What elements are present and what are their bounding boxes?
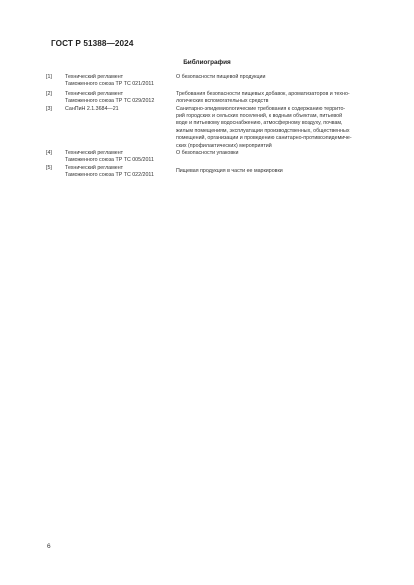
entry-description-line: Санитарно-эпидемиологические требования к содержанию террито- — [176, 105, 346, 112]
entry-source-line: Технический регламент — [65, 164, 124, 171]
entry-number: [5] — [46, 164, 52, 171]
entry-source-line: Технический регламент — [65, 74, 124, 80]
bibliography-title: Библиография — [183, 59, 231, 66]
entry-description-line: логических вспомогательных средств — [176, 98, 269, 105]
entry-number: [1] — [46, 74, 52, 80]
entry-source-line: Таможенного союза ТР ТС 021/2011 — [65, 81, 154, 88]
entry-source-line: СанПиН 2.1.3684—21 — [65, 105, 119, 112]
entry-description-line: рий городских и сельских поселений, к водным объектам, питьевой — [176, 113, 343, 120]
entry-source-line: Технический регламент — [65, 90, 124, 97]
entry-number: [2] — [46, 90, 52, 97]
entry-number: [3] — [46, 105, 52, 112]
page-number: 6 — [47, 543, 51, 550]
entry-description — [176, 74, 374, 81]
entry-description — [176, 150, 374, 157]
entry-description-line: жилым помещениям, эксплуатации производственных, общественных — [176, 127, 350, 134]
entry-source — [65, 74, 176, 89]
entry-source-line: Таможенного союза ТР ТС 022/2011 — [65, 172, 154, 179]
entry-description-line: Требования безопасности пищевых добавок, ароматизаторов и техно- — [176, 90, 350, 97]
entry-description — [176, 106, 374, 150]
entry-source — [65, 91, 176, 106]
entry-source — [65, 106, 176, 113]
document-header: ГОСТ Р 51388—2024 — [51, 39, 134, 48]
entry-description-line: Пищевая продукция в части ее маркировки — [176, 167, 283, 174]
bibliography-entry — [46, 91, 376, 106]
bibliography-entry — [46, 106, 376, 150]
entry-description — [176, 165, 374, 175]
entry-description — [176, 91, 374, 106]
entry-source-line: Технический регламент — [65, 150, 124, 157]
entry-source — [65, 165, 176, 180]
entry-source-line: Таможенного союза ТР ТС 005/2011 — [65, 157, 154, 164]
bibliography-entry — [46, 74, 376, 89]
entry-source-line: Таможенного союза ТР ТС 029/2012 — [65, 98, 155, 105]
entry-description-line: воде и питьевому водоснабжению, атмосферному воздуху, почвам, — [176, 120, 343, 127]
entry-description-line: помещений, организации и проведению санитарно-противоэпидемиче- — [176, 135, 352, 142]
bibliography-list — [46, 74, 376, 180]
bibliography-entry — [46, 165, 376, 180]
entry-source — [65, 150, 176, 165]
entry-description-line: О безопасности упаковки — [176, 150, 239, 157]
entry-number: [4] — [46, 150, 52, 157]
entry-description-line: О безопасности пищевой продукции — [176, 74, 266, 80]
entry-description-line: ских (профилактических) мероприятий — [176, 142, 272, 149]
bibliography-entry — [46, 150, 376, 165]
